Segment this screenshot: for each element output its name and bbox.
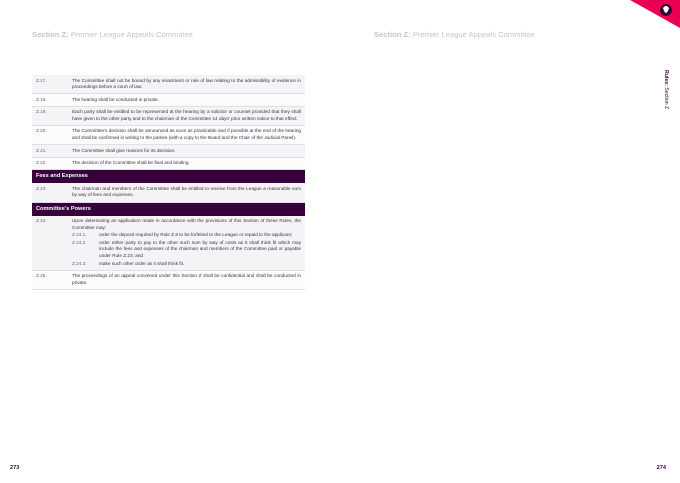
rule-text: The Committee shall give reasons for its decision.: [72, 147, 176, 153]
rule-text: The Committee shall not be bound by any enactment or rule of law relating to the admissibility of evidence in proceedings before a court of law.: [72, 77, 301, 90]
rule-row: [32, 183, 305, 202]
rule-text: The chairman and members of the Committee shall be entitled to receive from the League a reasonable sum by way of fees and expenses.: [72, 185, 301, 198]
rule-number: Z.23.: [36, 185, 47, 191]
section-heading-powers: Committee's Powers: [32, 203, 305, 216]
sub-rule: [72, 261, 301, 268]
rule-text: Each party shall be entitled to be represented at the hearing by a solicitor or counsel provided that they shall have given to the other party and to the chairman of the Committee 14 days' prior written notice to that effect.: [72, 109, 301, 121]
rule-row: [32, 145, 305, 158]
sub-rule-number: Z.24.3.: [72, 260, 87, 266]
header-section-title: Premier League Appeals Committee: [68, 30, 193, 39]
rule-text: The decision of the Committee shall be final and binding.: [72, 160, 190, 166]
rule-number: Z.17.: [36, 77, 47, 83]
page-number-left: 273: [10, 465, 20, 471]
side-section-tab: [661, 70, 670, 122]
rule-number: Z.20.: [36, 128, 47, 134]
rule-number: Z.18.: [36, 96, 47, 102]
rule-row: [32, 216, 305, 271]
side-tab-section: Section Z: [663, 85, 669, 110]
sub-rule: [72, 232, 301, 239]
sub-rule-text: make such other order as it shall think fit.: [99, 260, 185, 266]
rule-number: Z.25.: [36, 273, 47, 279]
page-number-right: 274: [656, 465, 666, 471]
rule-row: [32, 94, 305, 107]
rules-content: [32, 75, 305, 290]
sub-rule-number: Z.24.2.: [72, 239, 87, 245]
section-heading-fees: Fees and Expenses: [32, 170, 305, 183]
header-section-title: Premier League Appeals Committee: [410, 30, 535, 39]
rule-number: Z.24.: [36, 218, 47, 224]
sub-rule-text: order the deposit required by Rule Z.8 to be forfeited to the League or repaid to the applicant;: [99, 232, 293, 238]
header-section-label: Section Z:: [374, 30, 411, 39]
rule-body: [72, 218, 301, 267]
rule-number: Z.22.: [36, 160, 47, 166]
left-page-header: [32, 30, 193, 39]
rule-row: [32, 158, 305, 171]
rule-row: [32, 75, 305, 94]
sub-rule-text: order either party to pay to the other such sum by way of costs as it shall think fit which may include the fees and expenses of the chairman and members of the Committee paid or payable under Rule Z.23; and: [99, 239, 301, 258]
rule-text: The proceedings of an appeal convened under this Section Z shall be confidential and shall be conducted in private.: [72, 273, 301, 285]
sub-rule: [72, 240, 301, 260]
premier-league-corner-logo: [620, 0, 680, 30]
rule-number: Z.19.: [36, 109, 47, 115]
sub-rule-number: Z.24.1.: [72, 232, 87, 238]
rule-text: The hearing shall be conducted in private.: [72, 96, 160, 102]
rule-number: Z.21.: [36, 147, 47, 153]
side-tab-label: Rules:: [663, 70, 669, 86]
rule-text: Upon determining an application made in accordance with the provisions of this Section of these Rules, the Committee may:: [72, 218, 301, 230]
right-page-header: [374, 30, 535, 39]
rule-text: The Committee's decision shall be announced as soon as practicable and if possible at the end of the hearing and shall be confirmed in writing to the parties (with a copy to the Board and the Chair of the Judicial Panel).: [72, 128, 301, 141]
rule-row: [32, 271, 305, 290]
rule-row: [32, 107, 305, 126]
header-section-label: Section Z:: [32, 30, 69, 39]
rule-row: [32, 126, 305, 145]
